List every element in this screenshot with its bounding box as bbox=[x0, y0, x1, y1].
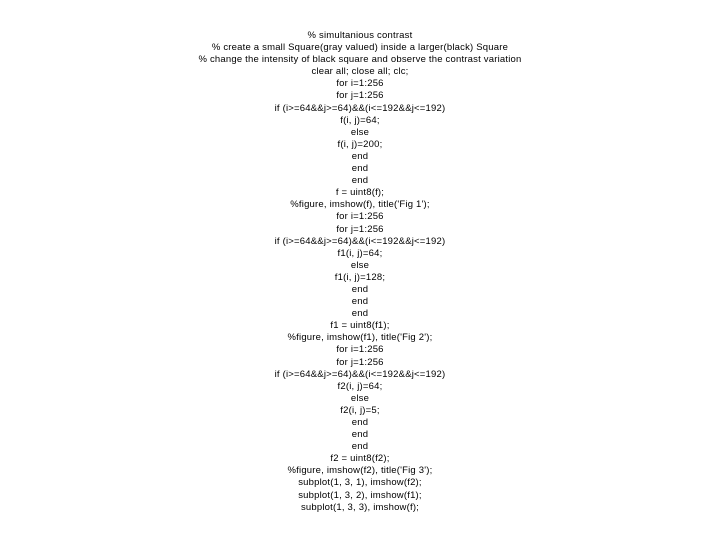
code-line: else bbox=[350, 392, 370, 404]
code-line: %figure, imshow(f), title('Fig 1'); bbox=[290, 199, 430, 211]
code-line: clear all; close all; clc; bbox=[311, 66, 409, 78]
code-line: f2(i, j)=64; bbox=[337, 380, 383, 392]
code-line: f(i, j)=64; bbox=[340, 114, 380, 126]
code-line: subplot(1, 3, 1), imshow(f2); bbox=[298, 477, 422, 489]
code-listing bbox=[0, 30, 720, 514]
code-line: for j=1:256 bbox=[336, 223, 384, 235]
code-line: if (i>=64&&j>=64)&&(i<=192&&j<=192) bbox=[274, 368, 446, 380]
code-line: else bbox=[350, 126, 370, 138]
code-line: f2 = uint8(f2); bbox=[330, 453, 390, 465]
code-line: %figure, imshow(f2), title('Fig 3'); bbox=[287, 465, 433, 477]
code-line: else bbox=[350, 259, 370, 271]
code-line: subplot(1, 3, 3), imshow(f); bbox=[300, 501, 420, 513]
code-line: f1(i, j)=128; bbox=[334, 271, 386, 283]
code-line: for i=1:256 bbox=[336, 344, 384, 356]
code-line: f(i, j)=200; bbox=[337, 138, 383, 150]
code-line: end bbox=[351, 150, 369, 162]
code-line: if (i>=64&&j>=64)&&(i<=192&&j<=192) bbox=[274, 235, 446, 247]
code-line: end bbox=[351, 175, 369, 187]
code-line: % create a small Square(gray valued) inside a larger(black) Square bbox=[211, 42, 509, 54]
code-line: end bbox=[351, 163, 369, 175]
code-line: end bbox=[351, 296, 369, 308]
code-line: subplot(1, 3, 2), imshow(f1); bbox=[298, 489, 422, 501]
code-line: end bbox=[351, 417, 369, 428]
code-line: for j=1:256 bbox=[336, 356, 384, 368]
code-line: f1 = uint8(f1); bbox=[330, 320, 390, 332]
code-line: if (i>=64&&j>=64)&&(i<=192&&j<=192) bbox=[274, 102, 446, 114]
code-line: for i=1:256 bbox=[336, 211, 384, 223]
code-line: end bbox=[351, 283, 369, 295]
code-line: end bbox=[351, 308, 369, 320]
code-line: %figure, imshow(f1), title('Fig 2'); bbox=[287, 332, 433, 344]
code-line: for j=1:256 bbox=[336, 90, 384, 102]
code-line: % change the intensity of black square and observe the contrast variation bbox=[198, 54, 522, 66]
code-line: % simultanious contrast bbox=[307, 30, 413, 41]
code-line: end bbox=[351, 441, 369, 453]
code-line: for i=1:256 bbox=[336, 78, 384, 90]
code-line: f2(i, j)=5; bbox=[340, 404, 380, 416]
code-line: f = uint8(f); bbox=[335, 187, 385, 199]
code-line: end bbox=[351, 429, 369, 441]
code-line: f1(i, j)=64; bbox=[337, 247, 383, 259]
